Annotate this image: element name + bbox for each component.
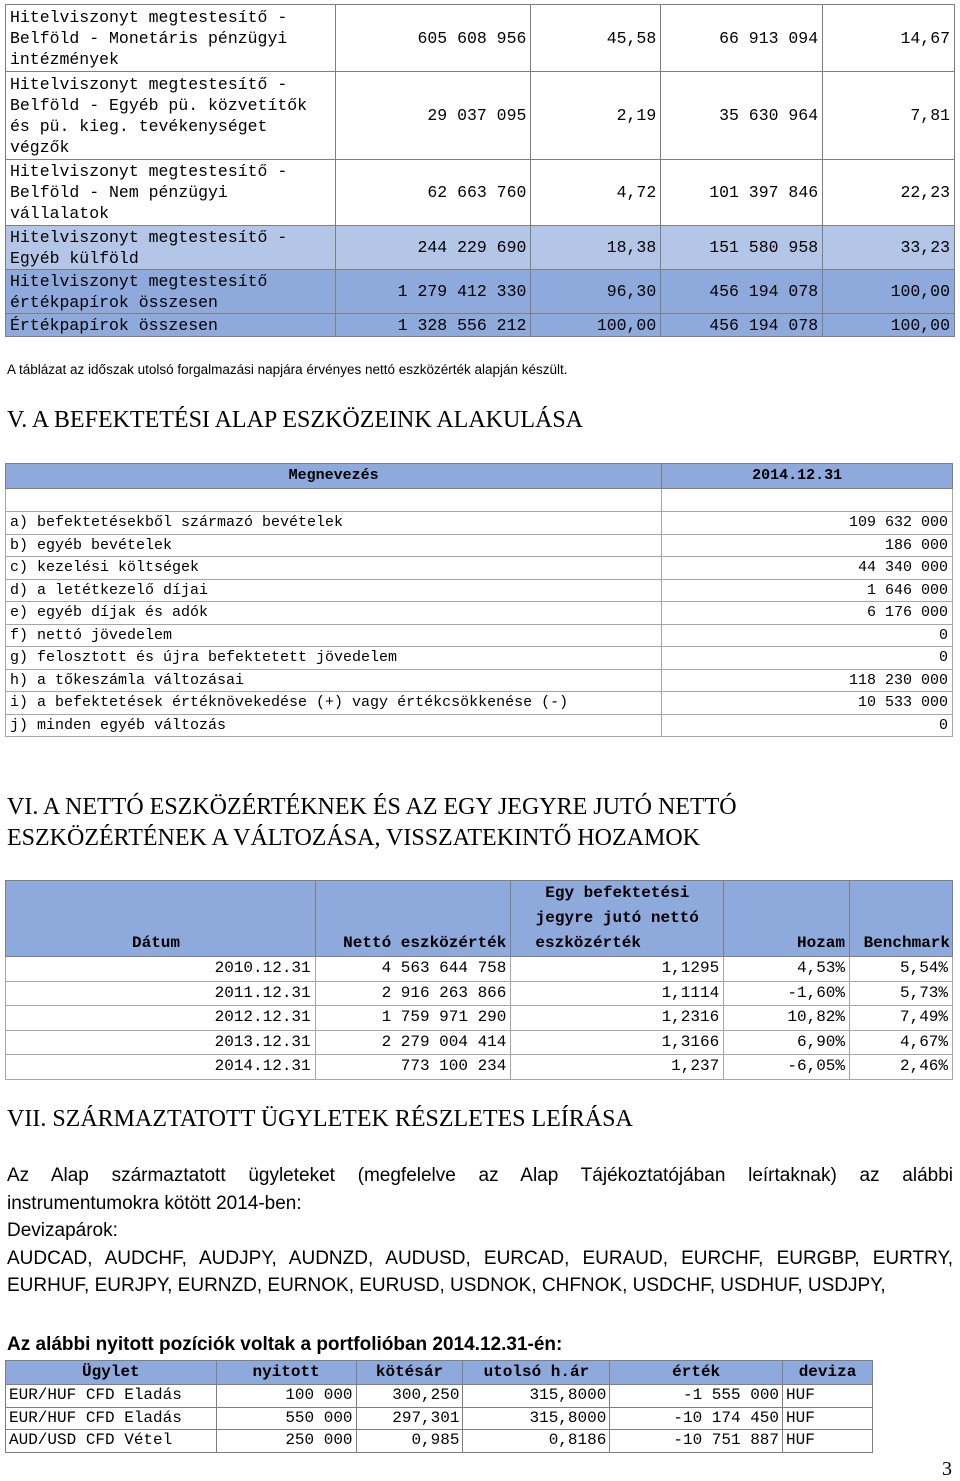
section-vi-title-line2: ESZKÖZÉRTÉNEK A VÁLTOZÁSA, VISSZATEKINTŐ HOZAMOK	[7, 825, 701, 851]
row-label: Hitelviszonyt megtestesítő - Egyéb külföld	[6, 226, 336, 270]
value-cell: 101 397 846	[661, 160, 823, 226]
table-row	[6, 957, 953, 982]
price-cell: 300,250	[356, 1385, 463, 1408]
date-cell: 2010.12.31	[6, 957, 316, 982]
row-label: c) kezelési költségek	[6, 557, 662, 580]
subtotal-row	[6, 270, 955, 314]
table-row	[6, 72, 955, 160]
row-label: b) egyéb bevételek	[6, 534, 662, 557]
column-header-deal: Ügylet	[6, 1361, 217, 1385]
value-cell: 29 037 095	[335, 72, 531, 160]
column-header-open: nyitott	[216, 1361, 356, 1385]
deal-cell: AUD/USD CFD Vétel	[6, 1430, 217, 1453]
table-row	[6, 602, 953, 625]
value-cell: 1 328 556 212	[335, 314, 531, 337]
row-label: Hitelviszonyt megtestesítő - Belföld - Monetáris pénzügyi intézmények	[6, 5, 336, 72]
benchmark-cell: 2,46%	[850, 1055, 953, 1080]
open-positions-heading: Az alábbi nyitott pozíciók voltak a portfolióban 2014.12.31-én:	[7, 1334, 563, 1355]
currency-cell: HUF	[783, 1430, 873, 1453]
row-label: Hitelviszonyt megtestesítő - Belföld - Nem pénzügyi vállalatok	[6, 160, 336, 226]
section-vi-title	[7, 792, 737, 854]
table-row	[6, 1030, 953, 1055]
value-cell: 44 340 000	[662, 557, 953, 580]
percent-cell: 18,38	[531, 226, 661, 270]
unit-nav-cell: 1,1295	[511, 957, 724, 982]
table-row	[6, 624, 953, 647]
last-price-cell: 315,8000	[463, 1385, 610, 1408]
percent-cell: 4,72	[531, 160, 661, 226]
table-row	[6, 669, 953, 692]
table-row	[6, 5, 955, 72]
benchmark-cell: 7,49%	[850, 1006, 953, 1031]
open-cell: 550 000	[216, 1407, 356, 1430]
last-price-cell: 315,8000	[463, 1407, 610, 1430]
yield-cell: 4,53%	[724, 957, 850, 982]
nav-cell: 2 279 004 414	[315, 1030, 511, 1055]
date-cell: 2012.12.31	[6, 1006, 316, 1031]
value-cell: 1 279 412 330	[335, 270, 531, 314]
percent-cell: 7,81	[823, 72, 955, 160]
column-header-date: 2014.12.31	[662, 464, 953, 489]
table-row	[6, 714, 953, 737]
value-cell: 62 663 760	[335, 160, 531, 226]
benchmark-cell: 5,73%	[850, 981, 953, 1006]
devizaparok-label: Devizapárok:	[7, 1220, 118, 1241]
percent-cell: 96,30	[531, 270, 661, 314]
row-label: e) egyéb díjak és adók	[6, 602, 662, 625]
percent-cell: 45,58	[531, 5, 661, 72]
row-label: Hitelviszonyt megtestesítő értékpapírok összesen	[6, 270, 336, 314]
yield-cell: 10,82%	[724, 1006, 850, 1031]
value-cell: 10 533 000	[662, 692, 953, 715]
price-cell: 297,301	[356, 1407, 463, 1430]
column-header-last: utolsó h.ár	[463, 1361, 610, 1385]
section-v-title: V. A BEFEKTETÉSI ALAP ESZKÖZEINK ALAKULÁSA	[7, 407, 584, 433]
currency-cell: HUF	[783, 1385, 873, 1408]
table-row	[6, 1055, 953, 1080]
column-header-yield: Hozam	[724, 881, 850, 957]
row-label: i) a befektetések értéknövekedése (+) vagy értékcsökkenése (-)	[6, 692, 662, 715]
percent-cell: 100,00	[823, 270, 955, 314]
date-cell: 2011.12.31	[6, 981, 316, 1006]
nav-history-table	[5, 880, 953, 1080]
benchmark-cell: 5,54%	[850, 957, 953, 982]
page-number: 3	[942, 1458, 952, 1480]
value-cell: 118 230 000	[662, 669, 953, 692]
unit-nav-cell: 1,237	[511, 1055, 724, 1080]
section-vii-title: VII. SZÁRMAZTATOTT ÜGYLETEK RÉSZLETES LEÍRÁSA	[7, 1106, 633, 1132]
value-cell: 66 913 094	[661, 5, 823, 72]
yield-cell: -6,05%	[724, 1055, 850, 1080]
value-cell: 605 608 956	[335, 5, 531, 72]
header-line: jegyre jutó nettó	[535, 909, 699, 927]
value-cell: 35 630 964	[661, 72, 823, 160]
table-row	[6, 512, 953, 535]
currency-cell: HUF	[783, 1407, 873, 1430]
table-row	[6, 981, 953, 1006]
table-row	[6, 226, 955, 270]
value-cell: -1 555 000	[610, 1385, 783, 1408]
header-line: eszközérték	[535, 934, 642, 952]
unit-nav-cell: 1,3166	[511, 1030, 724, 1055]
unit-nav-cell: 1,1114	[511, 981, 724, 1006]
price-cell: 0,985	[356, 1430, 463, 1453]
nav-cell: 773 100 234	[315, 1055, 511, 1080]
deal-cell: EUR/HUF CFD Eladás	[6, 1407, 217, 1430]
row-label: h) a tőkeszámla változásai	[6, 669, 662, 692]
table-row	[6, 1407, 873, 1430]
table-header-row	[6, 1361, 873, 1385]
percent-cell: 33,23	[823, 226, 955, 270]
table-header-row	[6, 464, 953, 489]
table-row	[6, 1430, 873, 1453]
column-header-price: kötésár	[356, 1361, 463, 1385]
nav-cell: 4 563 644 758	[315, 957, 511, 982]
spacer-row	[6, 489, 953, 512]
value-cell: 6 176 000	[662, 602, 953, 625]
value-cell: 456 194 078	[661, 270, 823, 314]
table-row	[6, 557, 953, 580]
row-label: d) a letétkezelő díjai	[6, 579, 662, 602]
table-row	[6, 1006, 953, 1031]
percent-cell: 100,00	[531, 314, 661, 337]
value-cell: 0	[662, 714, 953, 737]
currency-pairs-line: AUDCAD, AUDCHF, AUDJPY, AUDNZD, AUDUSD, EURCAD, EURAUD, EURCHF, EURGBP, EURTRY,	[7, 1247, 953, 1269]
table-row	[6, 579, 953, 602]
column-header-value: érték	[610, 1361, 783, 1385]
table-row	[6, 692, 953, 715]
open-cell: 100 000	[216, 1385, 356, 1408]
securities-table	[5, 4, 955, 337]
derivatives-paragraph	[7, 1162, 953, 1300]
open-positions-table	[5, 1360, 873, 1453]
value-cell: 456 194 078	[661, 314, 823, 337]
value-cell: 186 000	[662, 534, 953, 557]
table-header-row	[6, 881, 953, 957]
column-header-date: Dátum	[6, 881, 316, 957]
value-cell: 1 646 000	[662, 579, 953, 602]
paragraph-line: instrumentumokra kötött 2014-ben:	[7, 1192, 302, 1214]
column-header-nav: Nettó eszközérték	[315, 881, 511, 957]
paragraph-line: Az Alap származtatott ügyleteket (megfelelve az Alap Tájékoztatójában leírtaknak) az alábbi	[7, 1165, 953, 1186]
column-header-currency: deviza	[783, 1361, 873, 1385]
column-header-benchmark: Benchmark	[850, 881, 953, 957]
row-label: a) befektetésekből származó bevételek	[6, 512, 662, 535]
total-row	[6, 314, 955, 337]
row-label: Értékpapírok összesen	[6, 314, 336, 337]
row-label: f) nettó jövedelem	[6, 624, 662, 647]
percent-cell: 100,00	[823, 314, 955, 337]
value-cell: -10 751 887	[610, 1430, 783, 1453]
last-price-cell: 0,8186	[463, 1430, 610, 1453]
row-label: j) minden egyéb változás	[6, 714, 662, 737]
percent-cell: 2,19	[531, 72, 661, 160]
column-header-name: Megnevezés	[6, 464, 662, 489]
nav-cell: 2 916 263 866	[315, 981, 511, 1006]
value-cell: -10 174 450	[610, 1407, 783, 1430]
table-row	[6, 534, 953, 557]
row-label: g) felosztott és újra befektetett jövedelem	[6, 647, 662, 670]
percent-cell: 22,23	[823, 160, 955, 226]
date-cell: 2014.12.31	[6, 1055, 316, 1080]
value-cell: 0	[662, 647, 953, 670]
section-vi-title-line1: VI. A NETTÓ ESZKÖZÉRTÉKNEK ÉS AZ EGY JEGYRE JUTÓ NETTÓ	[7, 794, 737, 820]
nav-cell: 1 759 971 290	[315, 1006, 511, 1031]
row-label: Hitelviszonyt megtestesítő - Belföld - Egyéb pü. közvetítők és pü. kieg. tevékenységet végzők	[6, 72, 336, 160]
table-row	[6, 647, 953, 670]
benchmark-cell: 4,67%	[850, 1030, 953, 1055]
yield-cell: 6,90%	[724, 1030, 850, 1055]
yield-cell: -1,60%	[724, 981, 850, 1006]
unit-nav-cell: 1,2316	[511, 1006, 724, 1031]
currency-pairs-line: EURHUF, EURJPY, EURNZD, EURNOK, EURUSD, USDNOK, CHFNOK, USDCHF, USDHUF, USDJPY,	[7, 1275, 886, 1296]
percent-cell: 14,67	[823, 5, 955, 72]
date-cell: 2013.12.31	[6, 1030, 316, 1055]
assets-table	[5, 463, 953, 737]
value-cell: 244 229 690	[335, 226, 531, 270]
value-cell: 0	[662, 624, 953, 647]
deal-cell: EUR/HUF CFD Eladás	[6, 1385, 217, 1408]
value-cell: 151 580 958	[661, 226, 823, 270]
table-note: A táblázat az időszak utolsó forgalmazási napjára érvényes nettó eszközérték alapján készült.	[7, 362, 568, 377]
open-cell: 250 000	[216, 1430, 356, 1453]
header-line: Egy befektetési	[545, 884, 690, 902]
table-row	[6, 1385, 873, 1408]
table-row	[6, 160, 955, 226]
column-header-unit-nav	[511, 881, 724, 957]
value-cell: 109 632 000	[662, 512, 953, 535]
